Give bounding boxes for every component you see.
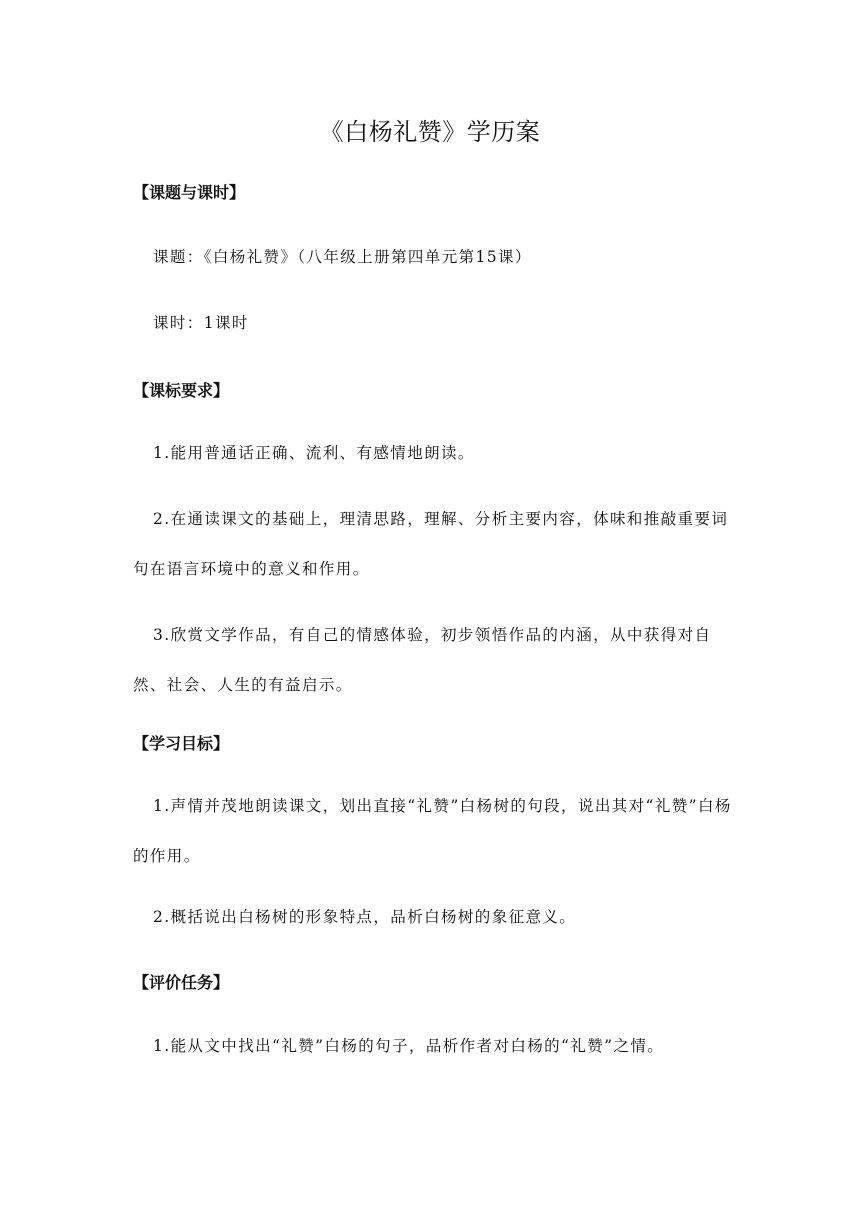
- paragraph-standard-3: 3.欣赏文学作品，有自己的情感体验，初步领悟作品的内涵，从中获得对自然、社会、人生的有益启示。: [133, 626, 712, 694]
- document-title: 《白杨礼赞》学历案: [319, 118, 541, 146]
- section-heading-standards: 【课标要求】: [133, 381, 230, 400]
- section-heading-assessment: 【评价任务】: [133, 973, 230, 992]
- paragraph-objective-2: 2.概括说出白杨树的形象特点，品析白杨树的象征意义。: [153, 908, 577, 926]
- paragraph-standard-1: 1.能用普通话正确、流利、有感情地朗读。: [153, 444, 475, 462]
- section-heading-objectives: 【学习目标】: [133, 734, 230, 753]
- paragraph-assessment-1: 1.能从文中找出“礼赞”白杨的句子，品析作者对白杨的“礼赞”之情。: [153, 1037, 665, 1055]
- paragraph-objective-1: 1.声情并茂地朗读课文，划出直接“礼赞”白杨树的句段，说出其对“礼赞”白杨的作用。: [133, 797, 732, 865]
- section-heading-topic: 【课题与课时】: [133, 183, 246, 202]
- paragraph-topic: 课题：《白杨礼赞》（八年级上册第四单元第15课）: [153, 248, 532, 266]
- paragraph-standard-2: 2.在通读课文的基础上，理清思路，理解、分析主要内容，体味和推敲重要词句在语言环境中的意义和作用。: [133, 510, 729, 578]
- paragraph-period: 课时：1课时: [153, 314, 249, 332]
